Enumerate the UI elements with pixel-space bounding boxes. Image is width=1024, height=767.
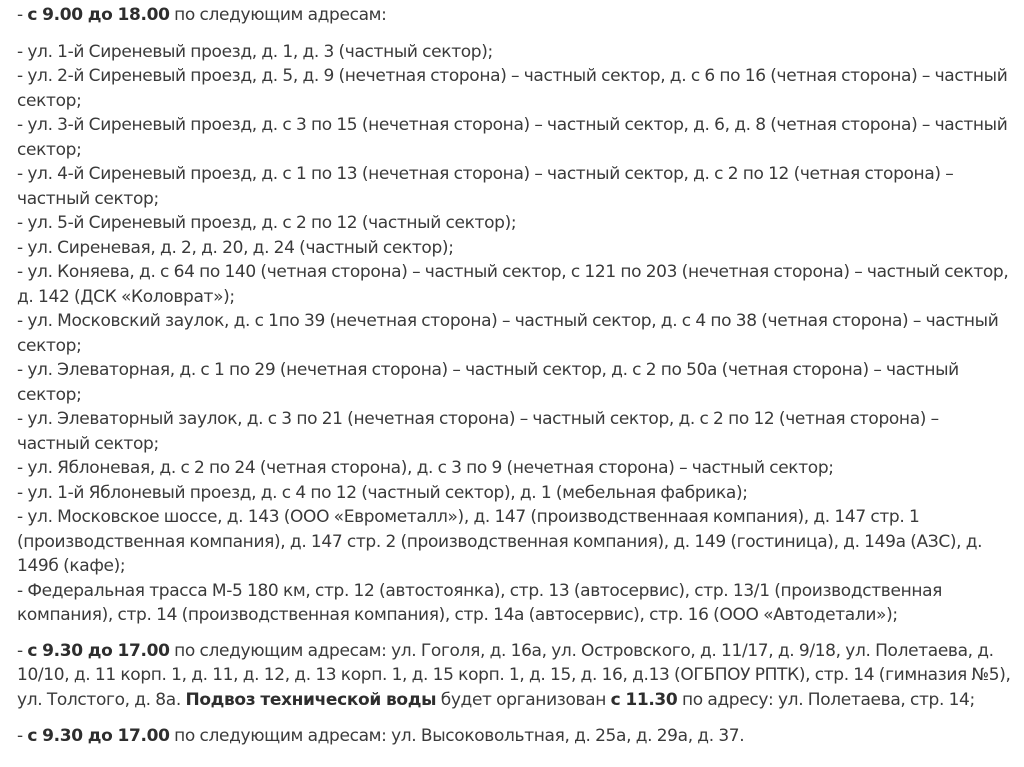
- address-item: - ул. 3-й Сиреневый проезд, д. с 3 по 15 (нечетная сторона) – частный сектор, д. 6, д. 8 (четная сторона) – частный сектор;: [17, 115, 1008, 160]
- address-item: - ул. 2-й Сиреневый проезд, д. 5, д. 9 (нечетная сторона) – частный сектор, д. с 6 по 16 (четная сторона) – частный сектор;: [17, 66, 1008, 111]
- address-item: - ул. 4-й Сиреневый проезд, д. с 1 по 13 (нечетная сторона) – частный сектор, д. с 2 по 12 (четная сторона) – частный сектор;: [17, 164, 954, 209]
- address-item: - ул. Коняева, д. с 64 по 140 (четная сторона) – частный сектор, с 121 по 203 (нечетная сторона) – частный сектор, д. 142 (ДСК «Коловрат»);: [17, 262, 1009, 307]
- schedule-block-930-17-second: [17, 724, 1012, 749]
- block-addresses: по следующим адресам: ул. Высоковольтная, д. 25а, д. 29а, д. 37.: [169, 726, 745, 746]
- dash: -: [17, 726, 28, 746]
- time-range: с 9.30 до 17.00: [27, 640, 170, 661]
- block-addresses: по следующим адресам: ул. Гоголя, д. 16а, ул. Островского, д. 11/17, д. 9/18, ул. Полетаева, д. 10/10, д. 11 корп. 1, д. 11, д. 12, д. 13 корп. 1, д. 15 корп. 1, д. 15, д. 16, д.13 (ОГБПОУ РПТК), стр. 14 (гимназия №5), ул. Толстого, д. 8а.: [17, 640, 1011, 710]
- address-item: - ул. Московское шоссе, д. 143 (ООО «Еврометалл»), д. 147 (производственнаая компания), д. 147 стр. 1 (производственная компания), д. 147 стр. 2 (производственная компания), д. 149 (гостиница), д. 149а (АЗС), д. 149б (кафе);: [17, 507, 983, 576]
- address-list: [17, 40, 1012, 628]
- address-item: - ул. Элеваторная, д. с 1 по 29 (нечетная сторона) – частный сектор, д. с 2 по 50а (четная сторона) – частный сектор;: [17, 360, 959, 405]
- time-range: с 9.00 до 18.00: [27, 5, 170, 25]
- water-supply-text: будет организован: [436, 689, 611, 710]
- address-item: - ул. 5-й Сиреневый проезд, д. с 2 по 12 (частный сектор);: [17, 213, 517, 233]
- water-supply-address: по адресу: ул. Полетаева, стр. 14;: [677, 689, 975, 710]
- address-item: - ул. Сиреневая, д. 2, д. 20, д. 24 (частный сектор);: [17, 237, 454, 258]
- address-item: - ул. Элеваторный заулок, д. с 3 по 21 (нечетная сторона) – частный сектор, д. с 2 по 12 (четная сторона) – частный сектор;: [17, 409, 939, 454]
- dash: -: [17, 640, 28, 661]
- schedule-block-9-18: [17, 3, 1012, 28]
- address-item: - ул. 1-й Яблоневый проезд, д. с 4 по 12 (частный сектор), д. 1 (мебельная фабрика);: [17, 482, 748, 503]
- address-item: - ул. Московский заулок, д. с 1по 39 (нечетная сторона) – частный сектор, д. с 4 по 38 (четная сторона) – частный сектор;: [17, 311, 999, 356]
- schedule-block-930-17-first: [17, 639, 1012, 713]
- time-range: с 9.30 до 17.00: [27, 726, 170, 746]
- block-intro: по следующим адресам:: [169, 5, 387, 25]
- water-supply-time: с 11.30: [610, 689, 678, 710]
- address-item: - ул. 1-й Сиреневый проезд, д. 1, д. 3 (частный сектор);: [17, 41, 493, 62]
- water-supply-label: Подвоз технической воды: [185, 689, 437, 710]
- address-item: - ул. Яблоневая, д. с 2 по 24 (четная сторона), д. с 3 по 9 (нечетная сторона) – частный сектор;: [17, 458, 834, 478]
- address-item: - Федеральная трасса М-5 180 км, стр. 12 (автостоянка), стр. 13 (автосервис), стр. 13/1 (производственная компания), стр. 14 (производственная компания), стр. 14а (автосервис), стр. 16 (ООО «Автодетали»);: [17, 580, 943, 625]
- dash: -: [17, 5, 28, 25]
